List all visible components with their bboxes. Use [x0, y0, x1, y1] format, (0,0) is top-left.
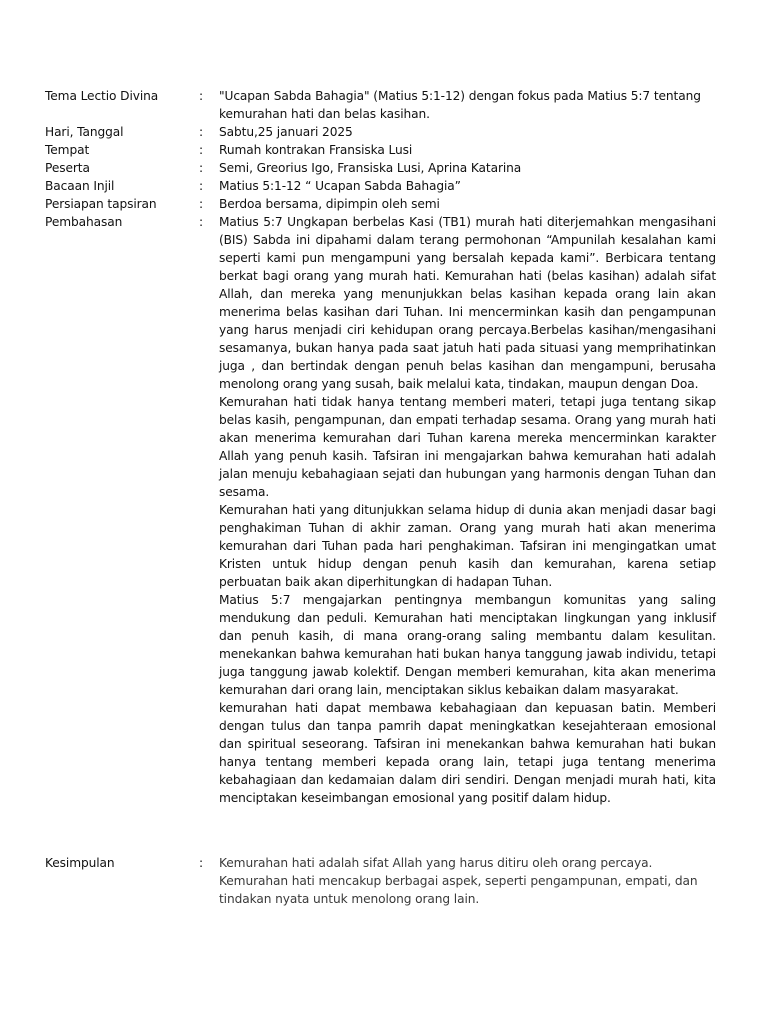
kesimpulan-body	[219, 854, 716, 908]
field-separator: :	[199, 856, 204, 870]
field-separator: :	[199, 125, 204, 139]
field-value: Sabtu,25 januari 2025	[219, 125, 353, 139]
pembahasan-paragraph: Matius 5:7 Ungkapan berbelas Kasi (TB1) murah hati diterjemahkan mengasihani (BIS) Sabda ini dipahami dalam terang permohonan “Ampunilah kesalahan kami seperti kami pun mengampuni yang bersalah kepada kami”. Berbicara tentang berkat bagi orang yang murah hati. Kemurahan hati (belas kasihan) adalah sifat Allah, dan mereka yang menunjukkan belas kasihan kepada orang lain akan menerima belas kasihan dari Tuhan. Ini mencerminkan kasih dan pengampunan yang harus menjadi ciri kehidupan orang percaya.Berbelas kasihan/mengasihani sesamanya, bukan hanya pada saat jatuh hati pada situasi yang memprihatinkan juga , dan bertindak dengan penuh belas kasihan dan mengampuni, berusaha menolong orang yang susah, baik melalui kata, tindakan, maupun dengan Doa.	[219, 215, 716, 391]
field-value: Matius 5:1-12 “ Ucapan Sabda Bahagia”	[219, 179, 461, 193]
field-label: Bacaan Injil	[45, 179, 115, 193]
field-separator: :	[199, 179, 204, 193]
pembahasan-paragraph: kemurahan hati dapat membawa kebahagiaan dan kepuasan batin. Memberi dengan tulus dan tanpa pamrih dapat meningkatkan kesejahteraan emosional dan spiritual seseorang. Tafsiran ini menekankan bahwa kemurahan hati bukan hanya tentang memberi kepada orang lain, tetapi juga tentang menerima kebahagiaan dan kedamaian dalam diri sendiri. Dengan menjadi murah hati, kita menciptakan keseimbangan emosional yang positif dalam hidup.	[219, 701, 716, 805]
field-value: Rumah kontrakan Fransiska Lusi	[219, 143, 413, 157]
pembahasan-paragraph: Matius 5:7 mengajarkan pentingnya membangun komunitas yang saling mendukung dan peduli. Kemurahan hati menciptakan lingkungan yang inklusif dan penuh kasih, di mana orang-orang saling membantu dalam kesulitan. menekankan bahwa kemurahan hati bukan hanya tanggung jawab individu, tetapi juga tanggung jawab kolektif. Dengan memberi kemurahan, kita akan menerima kemurahan dari orang lain, menciptakan siklus kebaikan dalam masyarakat.	[219, 593, 716, 697]
field-separator: :	[199, 161, 204, 175]
field-value: "Ucapan Sabda Bahagia" (Matius 5:1-12) dengan fokus pada Matius 5:7 tentang kemurahan hati dan belas kasihan.	[219, 89, 701, 121]
field-label: Tema Lectio Divina	[45, 89, 159, 103]
field-label: Peserta	[45, 161, 90, 175]
kesimpulan-line: Kemurahan hati adalah sifat Allah yang harus ditiru oleh orang percaya.	[219, 856, 653, 870]
pembahasan-paragraph: Kemurahan hati tidak hanya tentang memberi materi, tetapi juga tentang sikap belas kasih, pengampunan, dan empati terhadap sesama. Orang yang murah hati akan menerima kemurahan dari Tuhan karena mereka mencerminkan karakter Allah yang penuh kasih. Tafsiran ini mengajarkan bahwa kemurahan hati adalah jalan menuju kebahagiaan sejati dan hubungan yang harmonis dengan Tuhan dan sesama.	[219, 395, 716, 499]
field-value: Berdoa bersama, dipimpin oleh semi	[219, 197, 440, 211]
field-value: Semi, Greorius Igo, Fransiska Lusi, Aprina Katarina	[219, 161, 522, 175]
field-label: Tempat	[45, 143, 90, 157]
field-separator: :	[199, 89, 204, 103]
field-label: Pembahasan	[45, 215, 123, 229]
field-label: Persiapan tapsiran	[45, 197, 157, 211]
field-separator: :	[199, 197, 204, 211]
kesimpulan-line: Kemurahan hati mencakup berbagai aspek, seperti pengampunan, empati, dan tindakan nyata untuk menolong orang lain.	[219, 874, 698, 906]
pembahasan-paragraph: Kemurahan hati yang ditunjukkan selama hidup di dunia akan menjadi dasar bagi penghakiman Tuhan di akhir zaman. Orang yang murah hati akan menerima kemurahan dari Tuhan pada hari penghakiman. Tafsiran ini mengingatkan umat Kristen untuk hidup dengan penuh kasih dan kemurahan, karena setiap perbuatan baik akan diperhitungkan di hadapan Tuhan.	[219, 503, 716, 589]
field-separator: :	[199, 143, 204, 157]
field-label: Hari, Tanggal	[45, 125, 124, 139]
pembahasan-body	[219, 213, 716, 807]
field-label: Kesimpulan	[45, 856, 115, 870]
field-separator: :	[199, 215, 204, 229]
